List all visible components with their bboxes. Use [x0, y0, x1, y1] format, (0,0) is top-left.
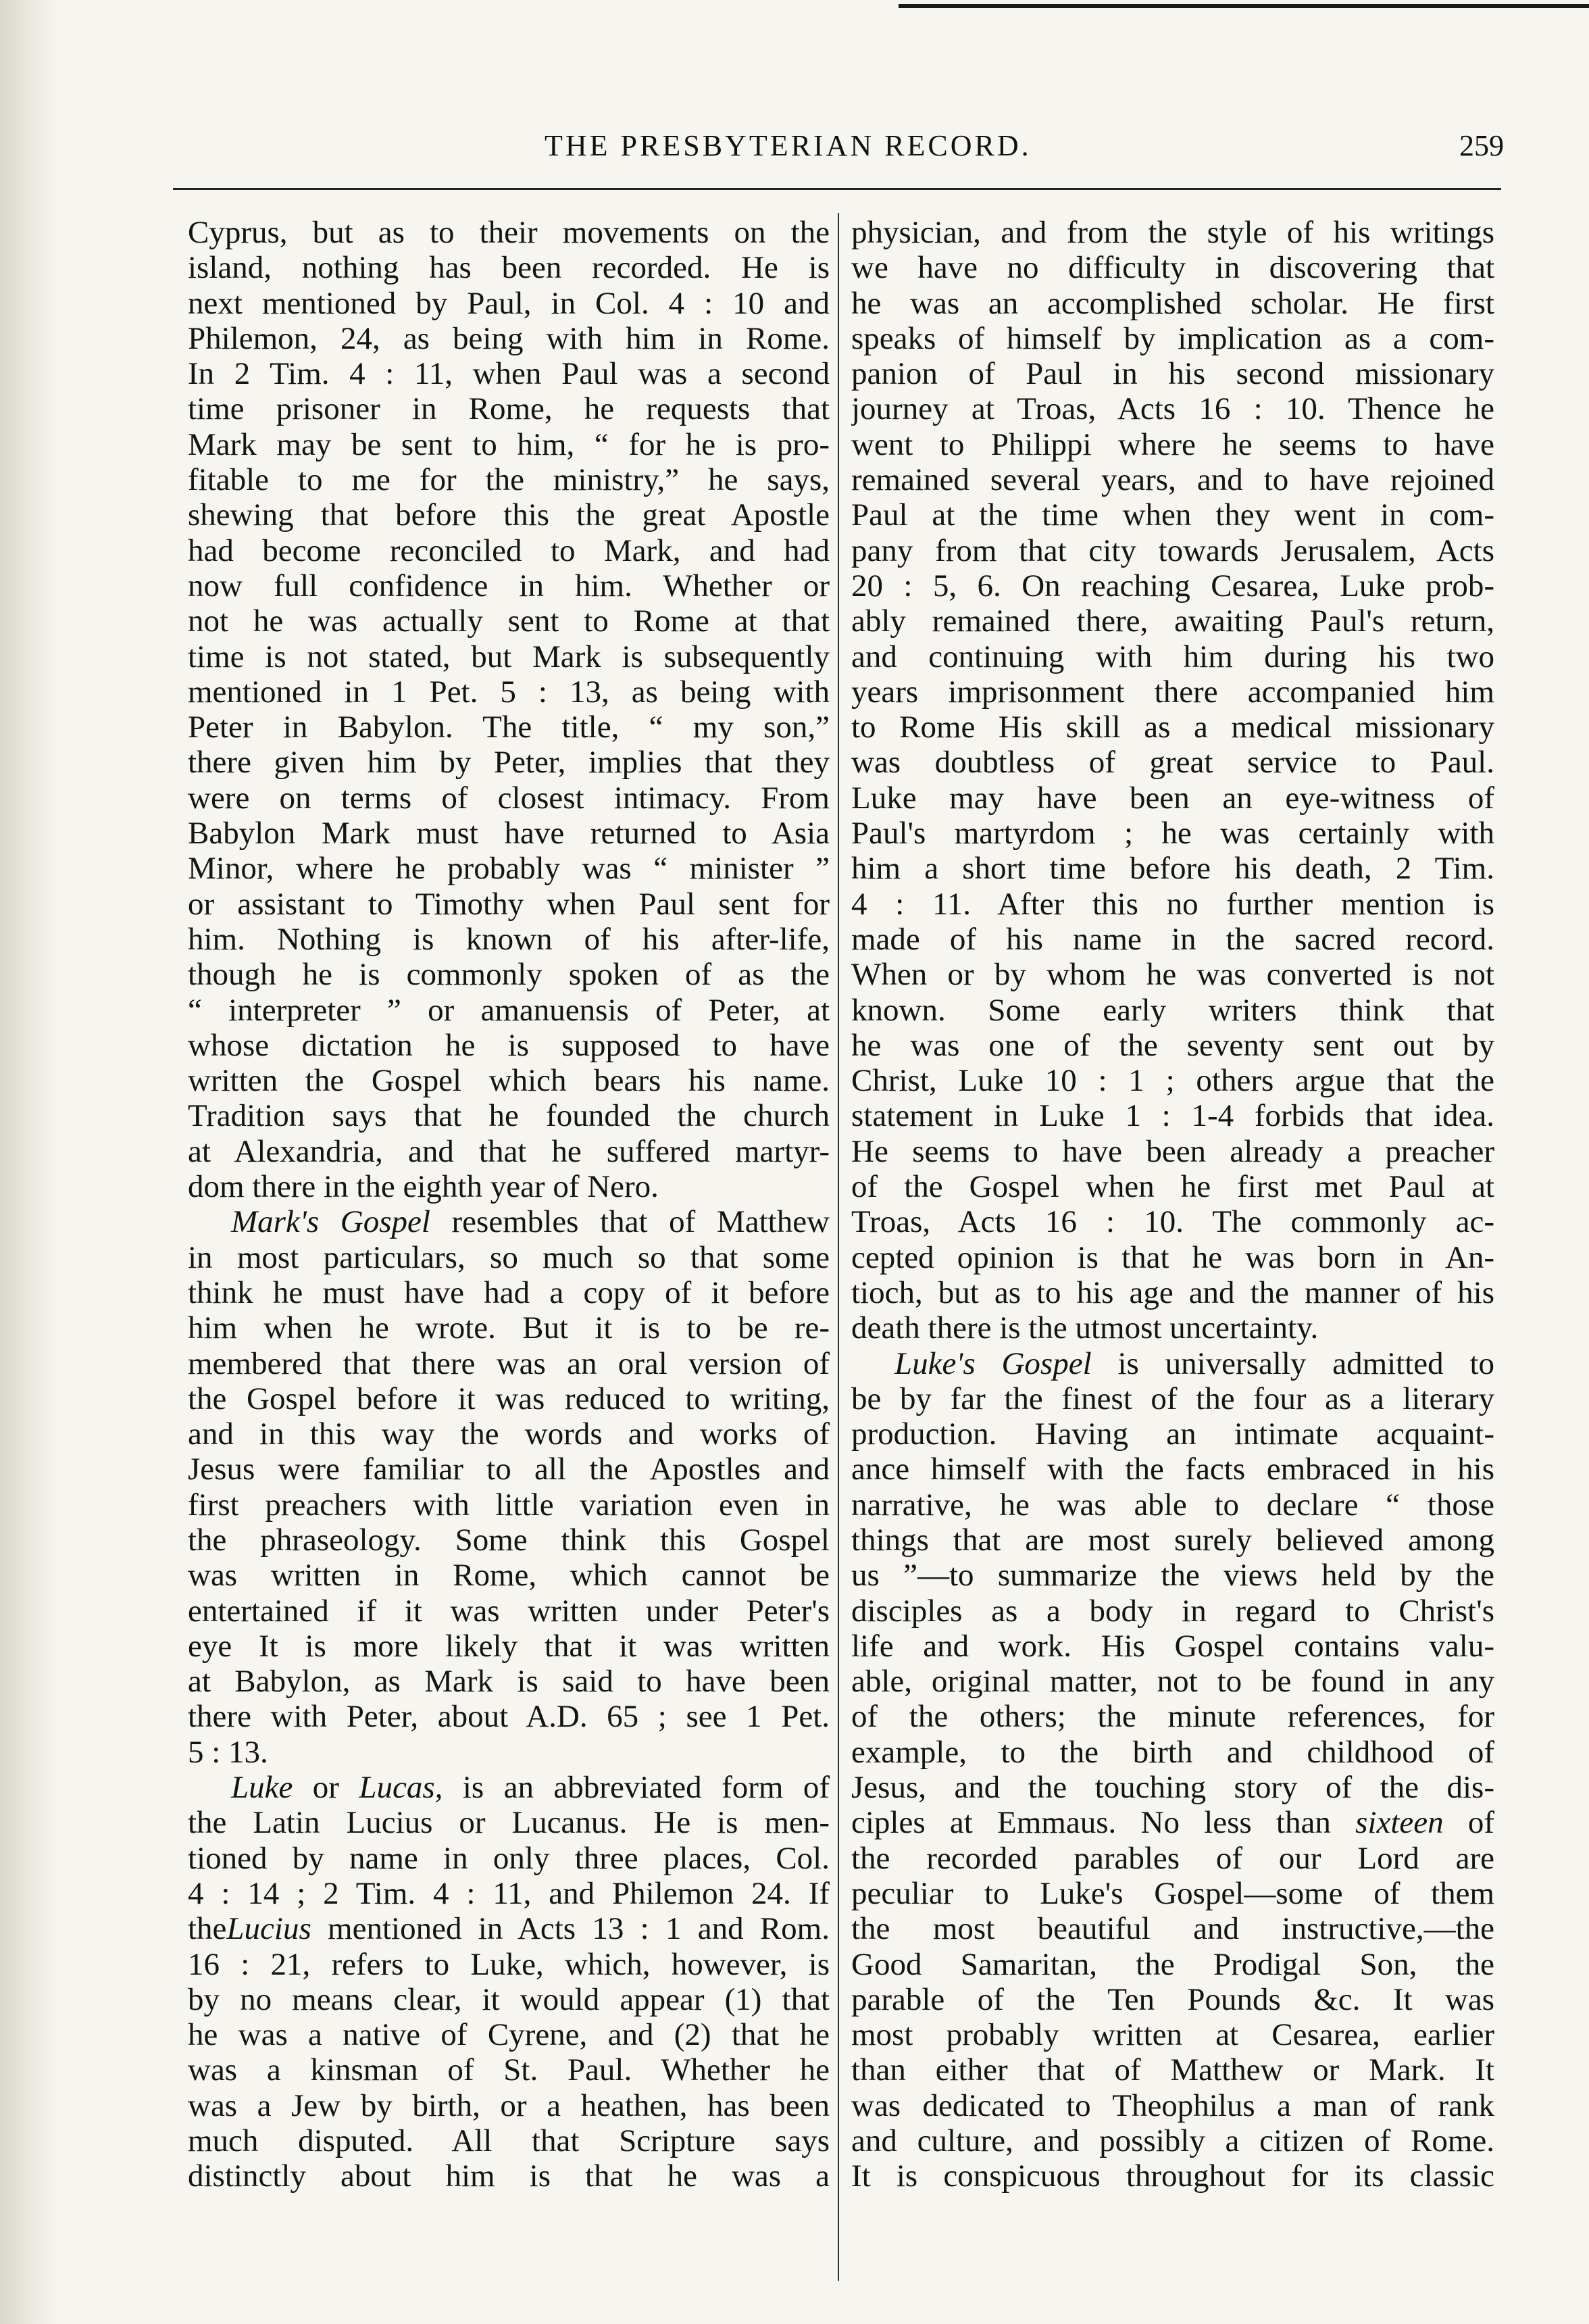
text-line: Paul's martyrdom ; he was certainly with: [851, 816, 1494, 851]
text-line: he was one of the seventy sent out by: [851, 1027, 1494, 1063]
text-line: Paul at the time when they went in com-: [851, 497, 1494, 533]
italic-heading: Luke's Gospel: [894, 1345, 1092, 1381]
text-line: Jesus, and the touching story of the dis-: [851, 1770, 1494, 1806]
journal-title: THE PRESBYTERIAN RECORD.: [545, 129, 1032, 162]
text-line: Christ, Luke 10 : 1 ; others argue that the: [851, 1063, 1494, 1099]
text-line: fitable to me for the ministry,” he says,: [188, 462, 830, 498]
text-line: though he is commonly spoken of as the: [188, 957, 830, 993]
text-line: him. Nothing is known of his after-life,: [188, 921, 830, 957]
text-line: ably remained there, awaiting Paul's return,: [851, 603, 1494, 639]
text-line: island, nothing has been recorded. He is: [188, 250, 830, 286]
text-line: Mark's Gospel resembles that of Matthew: [231, 1204, 830, 1240]
text-line: dom there in the eighth year of Nero.: [188, 1169, 659, 1205]
text-line: Luke or Lucas, is an abbreviated form of: [231, 1770, 830, 1806]
text-line: remained several years, and to have rejoined: [851, 462, 1494, 498]
top-edge-rule: [899, 4, 1589, 8]
text-line: at Alexandria, and that he suffered martyr-: [188, 1133, 830, 1169]
text-line: time prisoner in Rome, he requests that: [188, 391, 830, 427]
text-line: Luke may have been an eye-witness of: [851, 780, 1494, 816]
text-line: Cyprus, but as to their movements on the: [188, 215, 830, 250]
text-line: be by far the finest of the four as a literary: [851, 1381, 1494, 1416]
paragraph-lukes-gospel: [851, 1346, 1494, 2194]
text-line: the Gospel before it was reduced to writing,: [188, 1381, 830, 1416]
paragraph-marks-gospel: [188, 1204, 830, 1770]
text-line: entertained if it was written under Peter's: [188, 1593, 830, 1629]
text-line: us ”—to summarize the views held by the: [851, 1558, 1494, 1593]
page-binding-edge: [0, 0, 61, 2324]
text-line: things that are most surely believed among: [851, 1522, 1494, 1558]
text-line: were on terms of closest intimacy. From: [188, 780, 830, 816]
text-line: of the Gospel when he first met Paul at: [851, 1169, 1494, 1205]
paragraph-luke: [188, 1770, 830, 2194]
text-line: pany from that city towards Jerusalem, Acts: [851, 533, 1494, 568]
text-line: death there is the utmost uncertainty.: [851, 1310, 1319, 1346]
text-line: theLucius mentioned in Acts 13 : 1 and Rom.: [188, 1911, 830, 1947]
text-line: than either that of Matthew or Mark. It: [851, 2052, 1494, 2088]
text-line: he was a native of Cyrene, and (2) that he: [188, 2017, 830, 2053]
text-line: 4 : 14 ; 2 Tim. 4 : 11, and Philemon 24. If: [188, 1875, 830, 1911]
text-line: there given him by Peter, implies that they: [188, 745, 830, 781]
text-line: Minor, where he probably was “ minister ”: [188, 851, 830, 887]
text-line: had become reconciled to Mark, and had: [188, 533, 830, 568]
text-line: at Babylon, as Mark is said to have been: [188, 1664, 830, 1700]
text-line: and in this way the words and works of: [188, 1416, 830, 1452]
text-line: He seems to have been already a preacher: [851, 1133, 1494, 1169]
text-line: distinctly about him is that he was a: [188, 2158, 830, 2194]
text-line: Philemon, 24, as being with him in Rome.: [188, 320, 830, 356]
text-line: was a kinsman of St. Paul. Whether he: [188, 2052, 830, 2088]
text-line: whose dictation he is supposed to have: [188, 1027, 830, 1063]
column-divider: [838, 213, 839, 2281]
page-number: 259: [1459, 129, 1504, 162]
text-line: went to Philippi where he seems to have: [851, 426, 1494, 462]
text-line: or assistant to Timothy when Paul sent for: [188, 886, 830, 922]
text-line: next mentioned by Paul, in Col. 4 : 10 and: [188, 285, 830, 321]
text-line: 20 : 5, 6. On reaching Cesarea, Luke prob-: [851, 568, 1494, 603]
text-line: Mark may be sent to him, “ for he is pro-: [188, 426, 830, 462]
text-line: think he must have had a copy of it before: [188, 1275, 830, 1310]
text-line: membered that there was an oral version of: [188, 1345, 830, 1381]
text-line: Babylon Mark must have returned to Asia: [188, 816, 830, 851]
text-line: narrative, he was able to declare “ those: [851, 1487, 1494, 1523]
text-line: “ interpreter ” or amanuensis of Peter, at: [188, 992, 830, 1028]
text-line: and culture, and possibly a citizen of Rome.: [851, 2123, 1494, 2159]
text-line: 16 : 21, refers to Luke, which, however, is: [188, 1946, 830, 1982]
text-line: journey at Troas, Acts 16 : 10. Thence he: [851, 391, 1494, 427]
text-line: 5 : 13.: [188, 1734, 268, 1770]
text-line: most probably written at Cesarea, earlier: [851, 2017, 1494, 2053]
text-line: of the others; the minute references, for: [851, 1699, 1494, 1735]
text-line: time is not stated, but Mark is subsequently: [188, 639, 830, 674]
text-line: was written in Rome, which cannot be: [188, 1558, 830, 1593]
text-line: tioned by name in only three places, Col.: [188, 1840, 830, 1876]
text-line: him when he wrote. But it is to be re-: [188, 1310, 830, 1346]
text-line: production. Having an intimate acquaint-: [851, 1416, 1494, 1452]
italic-heading: Mark's Gospel: [231, 1204, 430, 1240]
text-line: When or by whom he was converted is not: [851, 957, 1494, 993]
text-line: example, to the birth and childhood of: [851, 1734, 1494, 1770]
right-column: [851, 215, 1494, 2283]
italic-name: Lucius: [226, 1911, 311, 1947]
running-header: [186, 128, 1504, 182]
left-column: [188, 215, 830, 2283]
text-line: Troas, Acts 16 : 10. The commonly ac-: [851, 1204, 1494, 1240]
text-line: Peter in Babylon. The title, “ my son,”: [188, 710, 830, 745]
text-line: and continuing with him during his two: [851, 639, 1494, 674]
italic-emphasis: sixteen: [1355, 1805, 1444, 1841]
text-line: Jesus were familiar to all the Apostles and: [188, 1452, 830, 1487]
text-line: Luke's Gospel is universally admitted to: [894, 1345, 1494, 1381]
text-line: we have no difficulty in discovering that: [851, 250, 1494, 286]
text-line: was doubtless of great service to Paul.: [851, 745, 1494, 781]
text-line: known. Some early writers think that: [851, 992, 1494, 1028]
text-line: him a short time before his death, 2 Tim.: [851, 851, 1494, 887]
text-line: eye It is more likely that it was written: [188, 1628, 830, 1664]
text-line: made of his name in the sacred record.: [851, 921, 1494, 957]
text-line: in most particulars, so much so that some: [188, 1239, 830, 1275]
text-line: much disputed. All that Scripture says: [188, 2123, 830, 2159]
text-line: first preachers with little variation even in: [188, 1487, 830, 1523]
text-line: life and work. His Gospel contains valu-: [851, 1628, 1494, 1664]
text-line: ance himself with the facts embraced in his: [851, 1452, 1494, 1487]
italic-heading: Lucas,: [359, 1770, 443, 1806]
text-line: to Rome His skill as a medical missionary: [851, 710, 1494, 745]
text-line: there with Peter, about A.D. 65 ; see 1 Pet.: [188, 1699, 830, 1735]
text-line: the recorded parables of our Lord are: [851, 1840, 1494, 1876]
italic-heading: Luke: [231, 1770, 293, 1806]
text-line: It is conspicuous throughout for its classic: [851, 2158, 1494, 2194]
text-line: physician, and from the style of his writings: [851, 215, 1494, 250]
text-line: Good Samaritan, the Prodigal Son, the: [851, 1946, 1494, 1982]
text-line: parable of the Ten Pounds &c. It was: [851, 1981, 1494, 2017]
text-line: was a Jew by birth, or a heathen, has been: [188, 2087, 830, 2123]
text-line: 4 : 11. After this no further mention is: [851, 886, 1494, 922]
text-line: years imprisonment there accompanied him: [851, 674, 1494, 710]
header-rule: [173, 188, 1501, 190]
text-line: the Latin Lucius or Lucanus. He is men-: [188, 1805, 830, 1841]
text-line: disciples as a body in regard to Christ's: [851, 1593, 1494, 1629]
text-line: In 2 Tim. 4 : 11, when Paul was a second: [188, 356, 830, 392]
text-line: speaks of himself by implication as a com-: [851, 320, 1494, 356]
text-line: ciples at Emmaus. No less than sixteen of: [851, 1805, 1494, 1841]
text-line: the phraseology. Some think this Gospel: [188, 1522, 830, 1558]
text-line: statement in Luke 1 : 1-4 forbids that idea.: [851, 1098, 1494, 1134]
text-line: tioch, but as to his age and the manner of his: [851, 1275, 1494, 1310]
text-line: now full confidence in him. Whether or: [188, 568, 830, 603]
text-line: not he was actually sent to Rome at that: [188, 603, 830, 639]
paragraph-mark-biography: [188, 215, 830, 1204]
text-line: shewing that before this the great Apostle: [188, 497, 830, 533]
text-line: mentioned in 1 Pet. 5 : 13, as being with: [188, 674, 830, 710]
text-line: the most beautiful and instructive,—the: [851, 1911, 1494, 1947]
text-line: cepted opinion is that he was born in An-: [851, 1239, 1494, 1275]
text-line: he was an accomplished scholar. He first: [851, 285, 1494, 321]
text-line: Tradition says that he founded the church: [188, 1098, 830, 1134]
text-line: written the Gospel which bears his name.: [188, 1063, 830, 1099]
text-line: by no means clear, it would appear (1) that: [188, 1981, 830, 2017]
text-line: able, original matter, not to be found in any: [851, 1664, 1494, 1700]
paragraph-luke-biography: [851, 215, 1494, 1346]
text-line: peculiar to Luke's Gospel—some of them: [851, 1875, 1494, 1911]
text-line: was dedicated to Theophilus a man of rank: [851, 2087, 1494, 2123]
text-line: panion of Paul in his second missionary: [851, 356, 1494, 392]
